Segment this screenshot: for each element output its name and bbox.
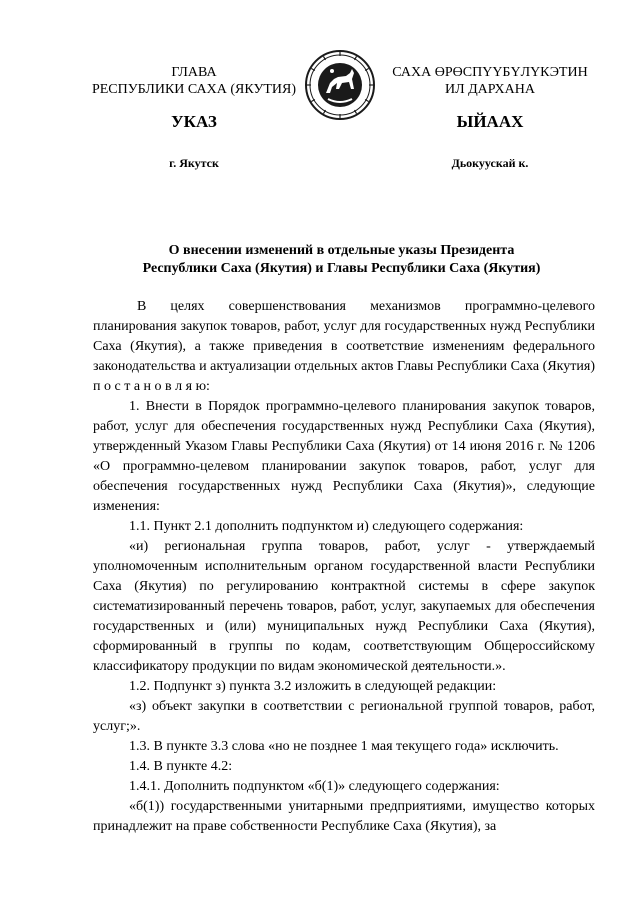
header-left-line1: ГЛАВА [171,65,217,80]
paragraph-item-1: 1. Внести в Порядок программно-целевого планирования закупок товаров, работ, услуг для обеспечения государственных нужд Республики Саха (Якутия), утвержденный Указом Главы Республики Саха (Якутия) от 14 июня 2016 г. № 1206 «О программно-целевом планировании закупок товаров, работ, услуг для обеспечения государственных нужд Республики Саха (Якутия)», следующие изменения: [93,399,595,514]
document-title [88,242,595,278]
header-left [88,64,300,98]
paragraph-item-1-4-1: 1.4.1. Дополнить подпунктом «б(1)» следующего содержания: [129,779,500,794]
header-left-line2: РЕСПУБЛИКИ САХА (ЯКУТИЯ) [91,82,297,97]
paragraph-item-1-1-text: «и) региональная группа товаров, работ, услуг - утверждаемый уполномоченным исполнительным органом государственной власти Республики Саха (Якутия) по регулированию контрактной системы в сфере закупок систематизированный перечень товаров, работ, услуг, закупаемых для обеспечения государственных и (или) муниципальных нужд Республики Саха (Якутия), сформированный в группы по кодам, соответствующим Общероссийскому классификатору продукции по видам экономической деятельности.». [93,539,595,674]
document-title-line2: Республики Саха (Якутия) и Главы Республики Саха (Якутия) [142,261,541,276]
city-ru: г. Якутск [169,156,219,170]
paragraph-item-1-2-text: «з) объект закупки в соответствии с региональной группой товаров, работ, услуг;». [93,699,595,734]
paragraph-item-1-1: 1.1. Пункт 2.1 дополнить подпунктом и) следующего содержания: [129,519,524,534]
paragraph-preamble: В целях совершенствования механизмов программно-целевого планирования закупок товаров, работ, услуг для государственных нужд Республики Саха (Якутия), а также приведения в соответствие изменениям федерального законодательства и актуализации отдельных актов Главы Республики Саха (Якутия) п о с т а н о в л я ю: [93,299,595,394]
header-right-line1: САХА ӨРӨСПҮҮБҮЛҮКЭТИН [392,65,588,80]
paragraph-item-1-4: 1.4. В пункте 4.2: [129,759,233,774]
paragraph-item-1-4-1-text: «б(1)) государственными унитарными предприятиями, имущество которых принадлежит на праве собственности Республике Саха (Якутия), за [93,799,595,834]
document-body [93,297,595,837]
document-title-line1: О внесении изменений в отдельные указы Президента [168,243,515,258]
header-right [380,64,600,98]
paragraph-item-1-3: 1.3. В пункте 3.3 слова «но не позднее 1 мая текущего года» исключить. [129,739,559,754]
city-sah: Дьокуускай к. [451,156,529,170]
emblem-icon [304,49,376,121]
paragraph-item-1-2: 1.2. Подпункт з) пункта 3.2 изложить в следующей редакции: [129,679,497,694]
header-right-line2: ИЛ ДАРХАНА [444,82,535,97]
decree-title-sah: ЫЙААХ [456,112,524,131]
decree-title-ru: УКАЗ [171,112,217,131]
